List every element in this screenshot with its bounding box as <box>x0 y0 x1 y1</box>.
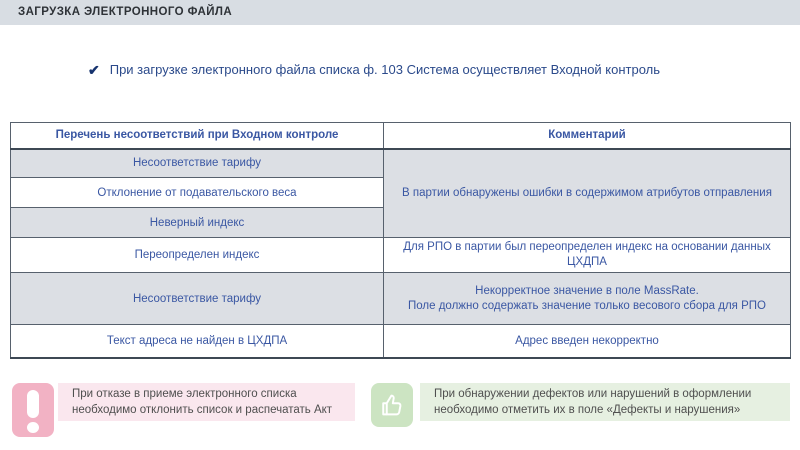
table-row <box>11 238 791 273</box>
tip-note <box>420 383 790 421</box>
thumbs-up-icon <box>371 383 413 427</box>
comment-cell: Адрес введен некорректно <box>384 325 791 358</box>
intro-bullet <box>88 62 660 77</box>
comment-line: Поле должно содержать значение только весового сбора для РПО <box>408 299 766 312</box>
defect-cell: Неверный индекс <box>11 208 384 238</box>
warning-note-line: необходимо отклонить список и распечатать Акт <box>72 404 333 416</box>
exclamation-icon <box>12 383 54 437</box>
thumbs-up-glyph <box>378 391 406 419</box>
table-row <box>11 325 791 358</box>
title-bar <box>0 0 800 25</box>
checkmark-icon: ✔ <box>88 61 100 78</box>
exclamation-bar <box>27 390 39 418</box>
table-row <box>11 273 791 325</box>
comment-cell-merged: В партии обнаружены ошибки в содержимом атрибутов отправления <box>384 149 791 238</box>
warning-note <box>58 383 355 421</box>
defect-cell: Переопределен индекс <box>11 238 384 273</box>
comment-cell <box>384 273 791 325</box>
page-title: ЗАГРУЗКА ЭЛЕКТРОННОГО ФАЙЛА <box>18 6 233 18</box>
tip-note-line: При обнаружении дефектов или нарушений в оформлении <box>434 388 752 400</box>
defect-cell: Отклонение от подавательского веса <box>11 178 384 208</box>
defect-cell: Текст адреса не найден в ЦХДПА <box>11 325 384 358</box>
column-header-comment: Комментарий <box>384 123 791 149</box>
defect-cell: Несоответствие тарифу <box>11 149 384 178</box>
warning-note-line: При отказе в приеме электронного списка <box>72 388 297 400</box>
exclamation-dot <box>27 422 39 433</box>
comment-cell <box>384 238 791 273</box>
defects-table <box>10 122 791 359</box>
intro-text: При загрузке электронного файла списка ф. 103 Система осуществляет Входной контроль <box>109 62 661 77</box>
column-header-defects: Перечень несоответствий при Входном контроле <box>11 123 384 149</box>
defect-cell: Несоответствие тарифу <box>11 273 384 325</box>
comment-line: Для РПО в партии был переопределен индекс на основании данных <box>403 241 771 253</box>
tip-note-line: необходимо отметить их в поле «Дефекты и нарушения» <box>434 404 741 416</box>
comment-line: ЦХДПА <box>567 256 607 268</box>
comment-line: Некорректное значение в поле MassRate. <box>475 284 699 297</box>
table-row <box>11 149 791 178</box>
table-header-row <box>11 123 791 149</box>
